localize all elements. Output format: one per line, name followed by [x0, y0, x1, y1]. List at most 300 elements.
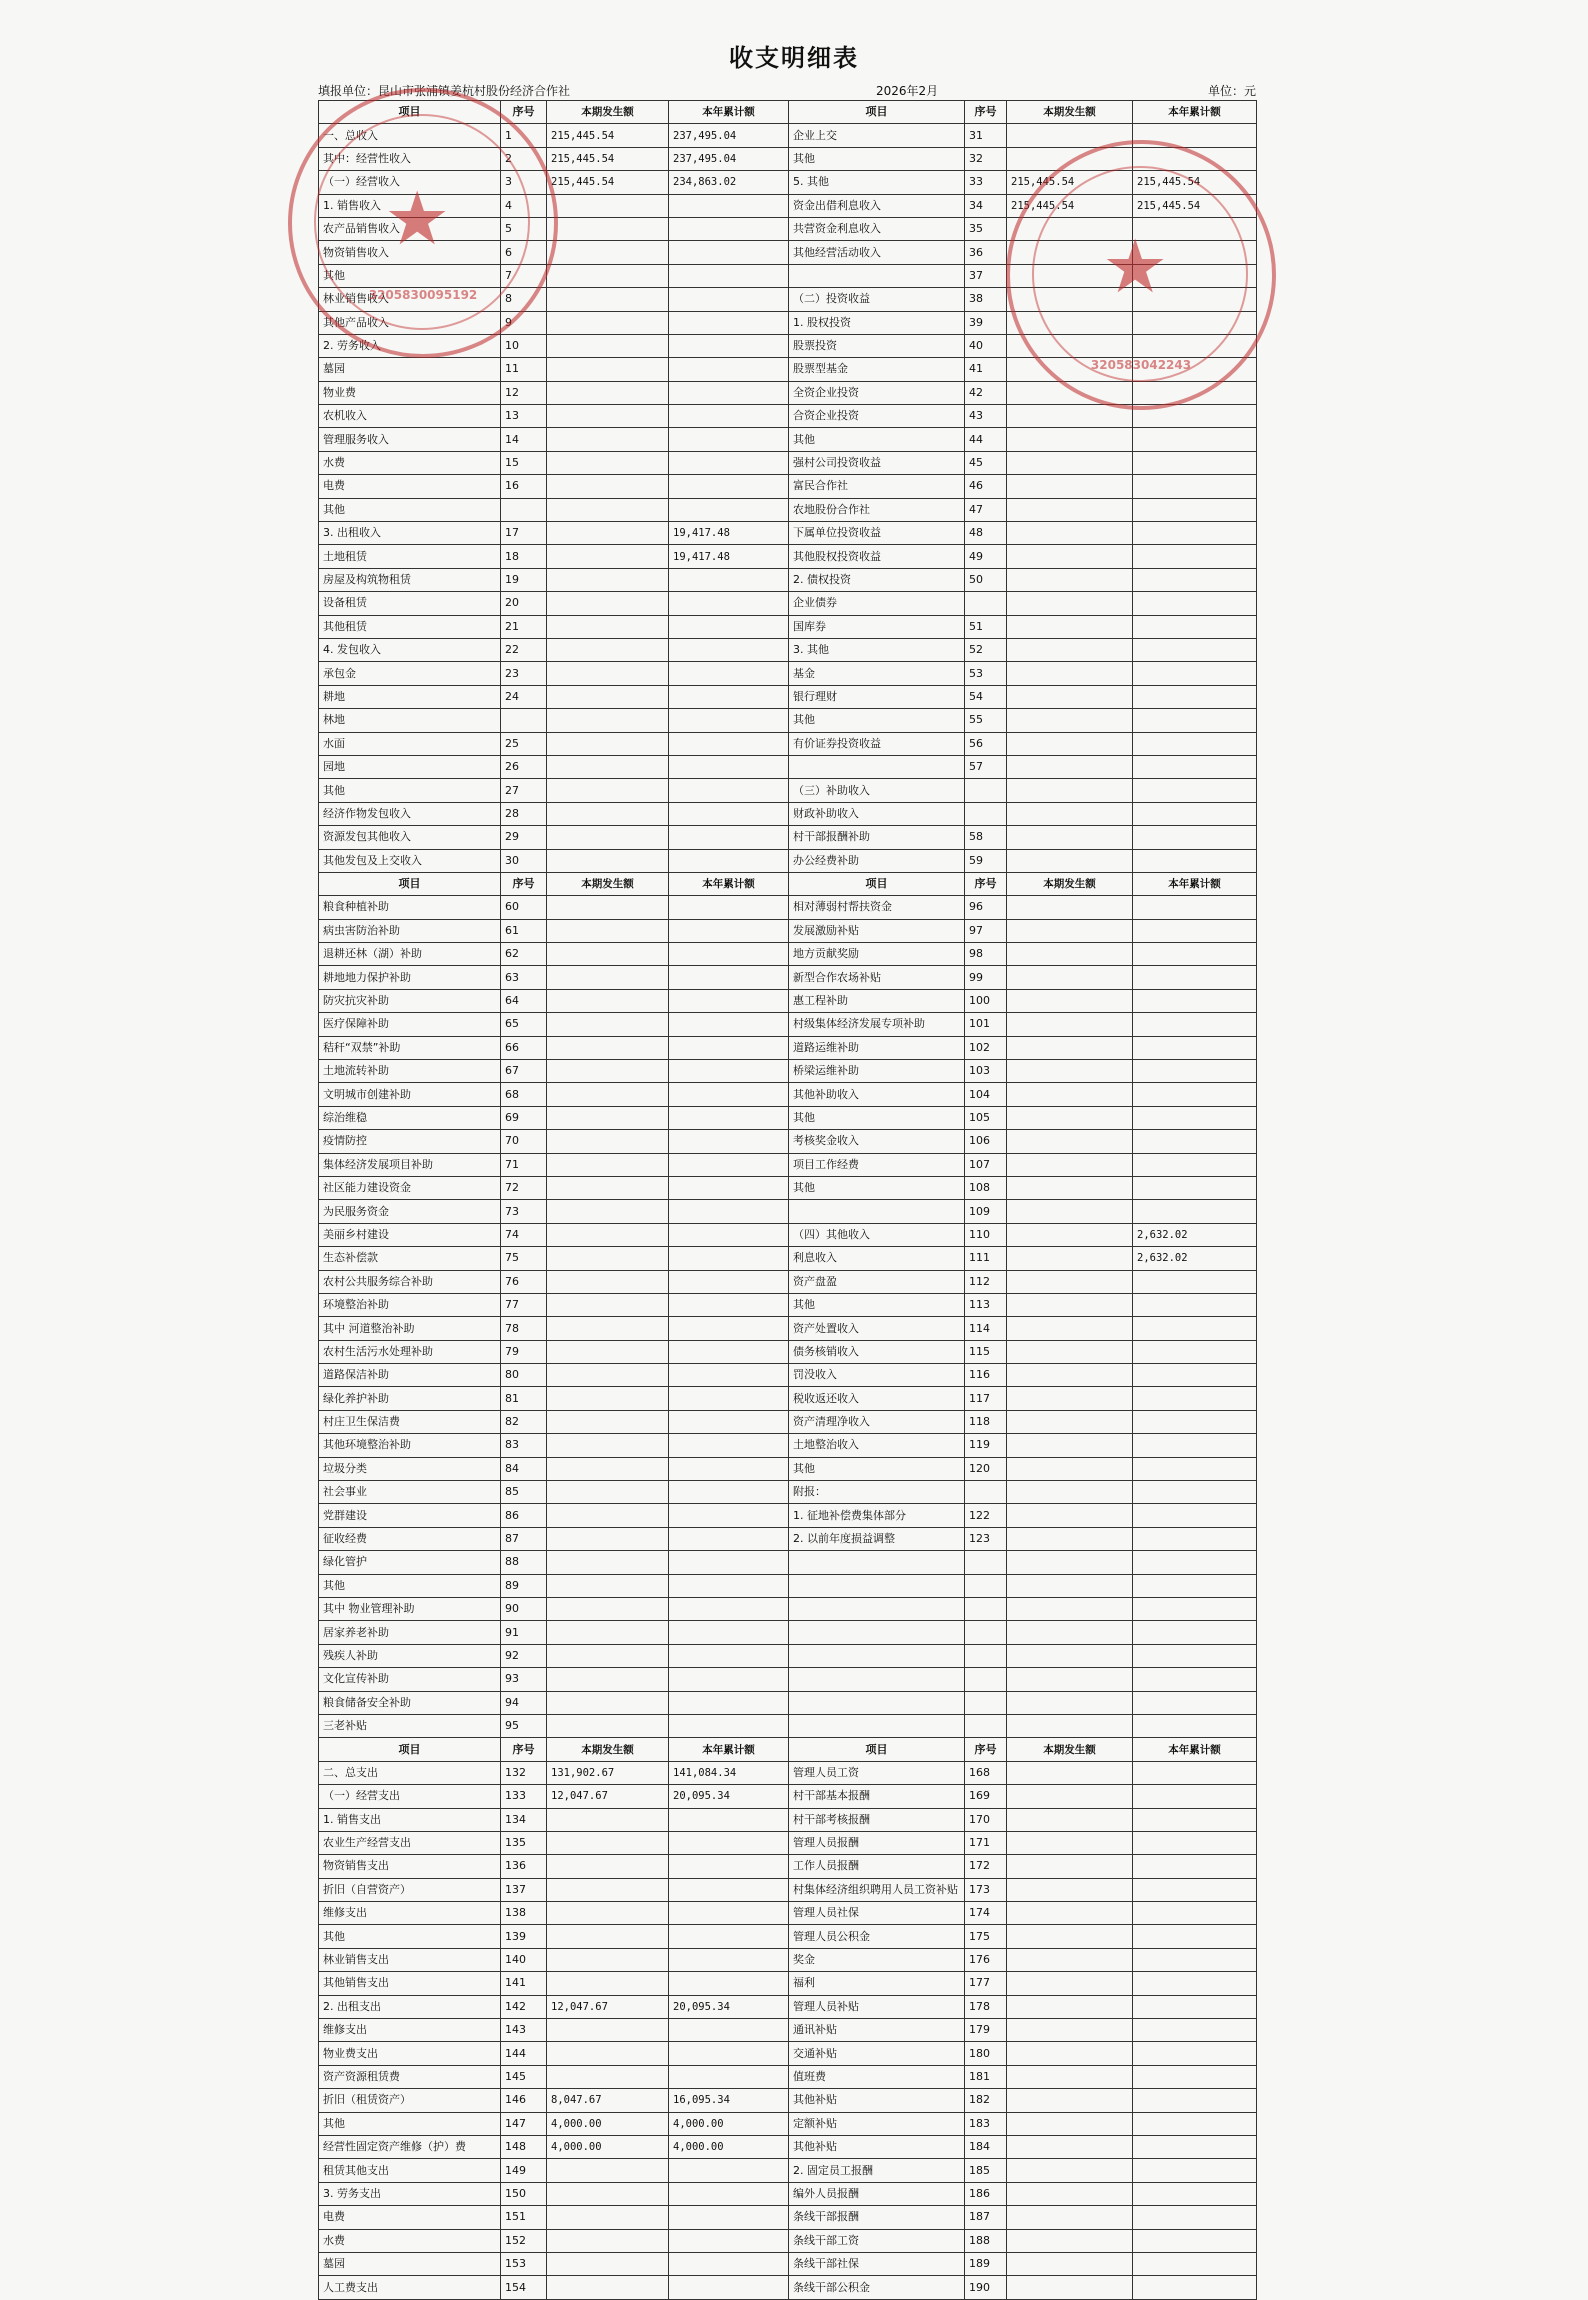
period-amount-cell — [547, 1878, 669, 1901]
period-amount-cell — [547, 1481, 669, 1504]
table-row — [319, 1200, 1257, 1223]
seq-cell: 9 — [501, 311, 547, 334]
seq-cell: 80 — [501, 1364, 547, 1387]
seq-cell: 13 — [501, 405, 547, 428]
period-amount-cell — [547, 1106, 669, 1129]
period-amount-cell — [1007, 1902, 1133, 1925]
ytd-amount-cell — [1133, 381, 1257, 404]
ytd-amount-cell — [1133, 1691, 1257, 1714]
seq-cell: 97 — [965, 919, 1007, 942]
report-title: 收支明细表 — [729, 44, 859, 72]
ytd-amount-cell — [669, 1434, 789, 1457]
ytd-amount-cell — [669, 1714, 789, 1737]
table-row — [319, 405, 1257, 428]
period-amount-cell — [547, 1457, 669, 1480]
item-cell — [789, 755, 965, 778]
ytd-amount-cell — [669, 1948, 789, 1971]
period-amount-cell — [1007, 498, 1133, 521]
seq-cell: 150 — [501, 2182, 547, 2205]
ytd-amount-cell — [1133, 2065, 1257, 2088]
period-amount-cell — [1007, 1410, 1133, 1433]
seq-cell — [501, 709, 547, 732]
ytd-amount-cell — [669, 334, 789, 357]
seq-cell: 42 — [965, 381, 1007, 404]
item-cell: 资源发包其他收入 — [319, 826, 501, 849]
seq-cell: 105 — [965, 1106, 1007, 1129]
seq-cell: 57 — [965, 755, 1007, 778]
ytd-amount-cell: 20,095.34 — [669, 1995, 789, 2018]
item-cell: 其他 — [789, 1106, 965, 1129]
period-amount-cell: 12,047.67 — [547, 1995, 669, 2018]
ytd-amount-cell: 234,863.02 — [669, 171, 789, 194]
seq-cell — [965, 802, 1007, 825]
table-row — [319, 217, 1257, 240]
ytd-amount-cell — [669, 779, 789, 802]
table-row — [319, 872, 1257, 895]
period-amount-cell — [1007, 732, 1133, 755]
period-amount-cell — [1007, 1995, 1133, 2018]
item-cell: 资产盘盈 — [789, 1270, 965, 1293]
item-cell: 其他销售支出 — [319, 1972, 501, 1995]
period-amount-cell: 12,047.67 — [547, 1785, 669, 1808]
seq-cell: 11 — [501, 358, 547, 381]
item-cell: 道路保洁补助 — [319, 1364, 501, 1387]
seq-cell: 109 — [965, 1200, 1007, 1223]
period-amount-cell — [547, 2229, 669, 2252]
seq-cell — [501, 498, 547, 521]
seq-cell: 91 — [501, 1621, 547, 1644]
item-cell: 管理服务收入 — [319, 428, 501, 451]
period-amount-cell — [1007, 1083, 1133, 1106]
table-row — [319, 334, 1257, 357]
item-cell: 其他产品收入 — [319, 311, 501, 334]
period-amount-cell — [1007, 1270, 1133, 1293]
ytd-amount-cell — [669, 1364, 789, 1387]
item-cell: 项目 — [319, 1738, 501, 1761]
item-cell: 富民合作社 — [789, 475, 965, 498]
period-amount-cell — [547, 1902, 669, 1925]
period-amount-cell — [1007, 147, 1133, 170]
period-amount-cell — [547, 1130, 669, 1153]
ytd-amount-cell — [1133, 1995, 1257, 2018]
item-cell: 企业上交 — [789, 124, 965, 147]
table-row — [319, 1247, 1257, 1270]
ytd-amount-cell — [669, 264, 789, 287]
seq-cell: 32 — [965, 147, 1007, 170]
period-amount-cell — [547, 989, 669, 1012]
seq-cell: 84 — [501, 1457, 547, 1480]
ytd-amount-cell — [1133, 1621, 1257, 1644]
period-amount-cell — [1007, 545, 1133, 568]
ytd-amount-cell — [1133, 1293, 1257, 1316]
item-cell: 其他 — [789, 428, 965, 451]
table-row — [319, 498, 1257, 521]
seq-cell: 94 — [501, 1691, 547, 1714]
ytd-amount-cell — [1133, 358, 1257, 381]
seq-cell: 185 — [965, 2159, 1007, 2182]
seq-cell — [965, 1668, 1007, 1691]
period-amount-cell — [1007, 334, 1133, 357]
period-amount-cell — [1007, 1878, 1133, 1901]
period-amount-cell — [547, 2019, 669, 2042]
period-amount-cell: 本期发生额 — [1007, 1738, 1133, 1761]
item-cell: 秸秆“双禁”补助 — [319, 1036, 501, 1059]
table-row — [319, 1410, 1257, 1433]
ytd-amount-cell — [669, 194, 789, 217]
seq-cell: 118 — [965, 1410, 1007, 1433]
seq-cell: 12 — [501, 381, 547, 404]
item-cell: 折旧（租赁资产） — [319, 2089, 501, 2112]
seq-cell: 100 — [965, 989, 1007, 1012]
item-cell: 电费 — [319, 2206, 501, 2229]
seq-cell: 41 — [965, 358, 1007, 381]
table-row — [319, 1481, 1257, 1504]
table-row — [319, 1504, 1257, 1527]
seq-cell: 173 — [965, 1878, 1007, 1901]
item-cell: 其他 — [319, 779, 501, 802]
period-amount-cell — [1007, 685, 1133, 708]
period-amount-cell — [547, 1317, 669, 1340]
ytd-amount-cell — [669, 2182, 789, 2205]
item-cell: 耕地地力保护补助 — [319, 966, 501, 989]
seq-cell: 179 — [965, 2019, 1007, 2042]
period-amount-cell — [547, 802, 669, 825]
seq-cell: 49 — [965, 545, 1007, 568]
ytd-amount-cell — [1133, 1551, 1257, 1574]
seq-cell: 53 — [965, 662, 1007, 685]
ytd-amount-cell — [1133, 147, 1257, 170]
table-row — [319, 1223, 1257, 1246]
ytd-amount-cell — [1133, 2135, 1257, 2158]
ytd-amount-cell — [1133, 1878, 1257, 1901]
item-cell: 房屋及构筑物租赁 — [319, 568, 501, 591]
ytd-amount-cell — [1133, 919, 1257, 942]
ytd-amount-cell — [1133, 1504, 1257, 1527]
ytd-amount-cell — [669, 1972, 789, 1995]
period-amount-cell — [1007, 358, 1133, 381]
seq-cell: 123 — [965, 1527, 1007, 1550]
item-cell: 股票型基金 — [789, 358, 965, 381]
period-amount-cell — [547, 943, 669, 966]
seq-cell: 136 — [501, 1855, 547, 1878]
period-amount-cell — [1007, 1153, 1133, 1176]
period-amount-cell — [547, 1153, 669, 1176]
seq-cell: 83 — [501, 1434, 547, 1457]
item-cell: 附报： — [789, 1481, 965, 1504]
seq-cell: 14 — [501, 428, 547, 451]
item-cell: 其他 — [319, 1574, 501, 1597]
period-amount-cell — [1007, 802, 1133, 825]
ytd-amount-cell — [669, 475, 789, 498]
seq-cell: 117 — [965, 1387, 1007, 1410]
item-cell: 折旧（自营资产） — [319, 1878, 501, 1901]
item-cell: 项目 — [789, 872, 965, 895]
seq-cell — [965, 1691, 1007, 1714]
seq-cell: 16 — [501, 475, 547, 498]
ytd-amount-cell — [1133, 1364, 1257, 1387]
item-cell: 粮食种植补助 — [319, 896, 501, 919]
ytd-amount-cell — [669, 428, 789, 451]
period-amount-cell — [1007, 217, 1133, 240]
ytd-amount-cell — [1133, 802, 1257, 825]
table-row — [319, 1621, 1257, 1644]
item-cell: 退耕还林（湖）补助 — [319, 943, 501, 966]
ytd-amount-cell — [669, 2229, 789, 2252]
period-amount-cell — [547, 1574, 669, 1597]
ytd-amount-cell: 19,417.48 — [669, 545, 789, 568]
item-cell: 农村生活污水处理补助 — [319, 1340, 501, 1363]
seq-cell: 24 — [501, 685, 547, 708]
item-cell: （一）经营收入 — [319, 171, 501, 194]
item-cell: 经济作物发包收入 — [319, 802, 501, 825]
ytd-amount-cell — [1133, 2089, 1257, 2112]
ytd-amount-cell — [669, 2276, 789, 2299]
table-row — [319, 1387, 1257, 1410]
table-row — [319, 428, 1257, 451]
table-row — [319, 1270, 1257, 1293]
seq-cell: 111 — [965, 1247, 1007, 1270]
seq-cell: 68 — [501, 1083, 547, 1106]
item-cell: 墓园 — [319, 358, 501, 381]
period-amount-cell — [547, 1644, 669, 1667]
seq-cell: 19 — [501, 568, 547, 591]
period-amount-cell — [547, 1714, 669, 1737]
seq-cell: 74 — [501, 1223, 547, 1246]
table-row — [319, 779, 1257, 802]
period-amount-cell — [1007, 2135, 1133, 2158]
period-amount-cell — [1007, 1364, 1133, 1387]
period-amount-cell — [1007, 1293, 1133, 1316]
ytd-amount-cell — [669, 1060, 789, 1083]
seq-cell: 70 — [501, 1130, 547, 1153]
seq-cell: 141 — [501, 1972, 547, 1995]
table-row — [319, 1668, 1257, 1691]
seq-cell: 101 — [965, 1013, 1007, 1036]
period-amount-cell: 本期发生额 — [1007, 872, 1133, 895]
item-cell: 下属单位投资收益 — [789, 522, 965, 545]
period-amount-cell — [1007, 2182, 1133, 2205]
item-cell: 资产清理净收入 — [789, 1410, 965, 1433]
period-amount-cell — [1007, 849, 1133, 872]
item-cell: 电费 — [319, 475, 501, 498]
period-amount-cell — [1007, 1551, 1133, 1574]
seq-cell: 59 — [965, 849, 1007, 872]
seq-cell — [965, 779, 1007, 802]
period-amount-cell — [547, 2276, 669, 2299]
seq-cell: 77 — [501, 1293, 547, 1316]
period-amount-cell — [1007, 475, 1133, 498]
table-row — [319, 615, 1257, 638]
ytd-amount-cell: 141,084.34 — [669, 1761, 789, 1784]
item-cell: 基金 — [789, 662, 965, 685]
seq-cell: 76 — [501, 1270, 547, 1293]
seq-cell: 81 — [501, 1387, 547, 1410]
ytd-amount-cell — [1133, 1457, 1257, 1480]
ytd-amount-cell — [669, 1668, 789, 1691]
item-cell: 残疾人补助 — [319, 1644, 501, 1667]
ytd-amount-cell — [1133, 2182, 1257, 2205]
period-amount-cell — [1007, 2206, 1133, 2229]
period-amount-cell — [547, 358, 669, 381]
seq-cell: 65 — [501, 1013, 547, 1036]
ytd-amount-cell: 237,495.04 — [669, 147, 789, 170]
ytd-amount-cell — [669, 1808, 789, 1831]
ytd-amount-cell — [669, 1855, 789, 1878]
seq-cell: 29 — [501, 826, 547, 849]
seq-cell: 79 — [501, 1340, 547, 1363]
item-cell: 村庄卫生保洁费 — [319, 1410, 501, 1433]
period-amount-cell — [1007, 1340, 1133, 1363]
ytd-amount-cell — [1133, 1270, 1257, 1293]
seq-cell: 44 — [965, 428, 1007, 451]
ytd-amount-cell: 215,445.54 — [1133, 194, 1257, 217]
item-cell: 土地租赁 — [319, 545, 501, 568]
period-amount-cell — [1007, 1481, 1133, 1504]
seq-cell: 144 — [501, 2042, 547, 2065]
seq-cell: 170 — [965, 1808, 1007, 1831]
table-row — [319, 709, 1257, 732]
ytd-amount-cell — [1133, 615, 1257, 638]
ytd-amount-cell — [1133, 1153, 1257, 1176]
seq-cell: 113 — [965, 1293, 1007, 1316]
table-row — [319, 1785, 1257, 1808]
item-cell: 医疗保障补助 — [319, 1013, 501, 1036]
seq-cell: 39 — [965, 311, 1007, 334]
ytd-amount-cell: 16,095.34 — [669, 2089, 789, 2112]
seq-cell: 64 — [501, 989, 547, 1012]
seq-cell: 36 — [965, 241, 1007, 264]
ytd-amount-cell — [669, 1644, 789, 1667]
item-cell: 3. 其他 — [789, 638, 965, 661]
item-cell: 病虫害防治补助 — [319, 919, 501, 942]
ytd-amount-cell — [669, 732, 789, 755]
period-amount-cell — [547, 919, 669, 942]
item-cell: 4. 发包收入 — [319, 638, 501, 661]
seq-cell: 40 — [965, 334, 1007, 357]
item-cell: 文化宣传补助 — [319, 1668, 501, 1691]
table-row — [319, 475, 1257, 498]
ytd-amount-cell — [669, 405, 789, 428]
item-cell: 惠工程补助 — [789, 989, 965, 1012]
seq-cell: 145 — [501, 2065, 547, 2088]
period-amount-cell — [547, 2206, 669, 2229]
table-row — [319, 1340, 1257, 1363]
seq-cell: 186 — [965, 2182, 1007, 2205]
period-amount-cell — [547, 334, 669, 357]
seq-cell: 75 — [501, 1247, 547, 1270]
seq-cell: 95 — [501, 1714, 547, 1737]
period-amount-cell — [1007, 1527, 1133, 1550]
item-cell: 其他环境整治补助 — [319, 1434, 501, 1457]
period-amount-cell — [1007, 1106, 1133, 1129]
period-amount-cell: 本期发生额 — [1007, 101, 1133, 124]
item-cell: 村干部报酬补助 — [789, 826, 965, 849]
ytd-amount-cell — [669, 1925, 789, 1948]
ytd-amount-cell: 20,095.34 — [669, 1785, 789, 1808]
item-cell: 桥梁运维补助 — [789, 1060, 965, 1083]
seq-cell: 96 — [965, 896, 1007, 919]
table-row — [319, 451, 1257, 474]
item-cell: 综治维稳 — [319, 1106, 501, 1129]
ytd-amount-cell — [669, 662, 789, 685]
table-row — [319, 919, 1257, 942]
period-amount-cell — [547, 1364, 669, 1387]
item-cell: 绿化管护 — [319, 1551, 501, 1574]
seq-cell: 114 — [965, 1317, 1007, 1340]
ytd-amount-cell — [1133, 428, 1257, 451]
item-cell: 农地股份合作社 — [789, 498, 965, 521]
item-cell: 2. 以前年度损益调整 — [789, 1527, 965, 1550]
period-amount-cell — [1007, 1200, 1133, 1223]
item-cell: 项目 — [319, 101, 501, 124]
ytd-amount-cell — [669, 1878, 789, 1901]
item-cell — [789, 1644, 965, 1667]
item-cell: 物资销售支出 — [319, 1855, 501, 1878]
ytd-amount-cell — [669, 568, 789, 591]
period-amount-cell — [547, 1270, 669, 1293]
period-amount-cell — [1007, 1223, 1133, 1246]
seq-cell: 27 — [501, 779, 547, 802]
item-cell: 项目 — [789, 1738, 965, 1761]
ytd-amount-cell — [669, 451, 789, 474]
seq-cell: 73 — [501, 1200, 547, 1223]
period-amount-cell — [547, 2042, 669, 2065]
seq-cell: 52 — [965, 638, 1007, 661]
item-cell: 人工费支出 — [319, 2276, 501, 2299]
seq-cell: 8 — [501, 288, 547, 311]
period-amount-cell — [547, 638, 669, 661]
seq-cell: 143 — [501, 2019, 547, 2042]
item-cell: 编外人员报酬 — [789, 2182, 965, 2205]
item-cell: 其中 河道整治补助 — [319, 1317, 501, 1340]
table-row — [319, 1060, 1257, 1083]
table-row — [319, 943, 1257, 966]
item-cell: 二、总支出 — [319, 1761, 501, 1784]
period-amount-cell — [547, 755, 669, 778]
ytd-amount-cell — [669, 2252, 789, 2275]
ytd-amount-cell — [669, 1247, 789, 1270]
table-row — [319, 2229, 1257, 2252]
item-cell: 其他补贴 — [789, 2089, 965, 2112]
period-amount-cell — [1007, 2065, 1133, 2088]
ytd-amount-cell: 本年累计额 — [669, 1738, 789, 1761]
ytd-amount-cell — [1133, 1972, 1257, 1995]
seq-cell: 56 — [965, 732, 1007, 755]
item-cell: 村级集体经济发展专项补助 — [789, 1013, 965, 1036]
ytd-amount-cell — [1133, 288, 1257, 311]
period-amount-cell: 215,445.54 — [547, 124, 669, 147]
period-amount-cell — [1007, 264, 1133, 287]
ytd-amount-cell — [669, 1621, 789, 1644]
period-amount-cell — [547, 311, 669, 334]
ytd-amount-cell — [1133, 1106, 1257, 1129]
period-amount-cell — [1007, 2089, 1133, 2112]
seq-cell: 78 — [501, 1317, 547, 1340]
seq-cell: 17 — [501, 522, 547, 545]
item-cell: 其他 — [789, 147, 965, 170]
ytd-amount-cell — [1133, 1902, 1257, 1925]
period-amount-cell — [1007, 1785, 1133, 1808]
seq-cell — [965, 1621, 1007, 1644]
item-cell: 5. 其他 — [789, 171, 965, 194]
item-cell: （三）补助收入 — [789, 779, 965, 802]
ytd-amount-cell — [1133, 311, 1257, 334]
period-amount-cell — [547, 1340, 669, 1363]
item-cell: 物业费 — [319, 381, 501, 404]
ytd-amount-cell — [1133, 966, 1257, 989]
item-cell: 其他 — [789, 1293, 965, 1316]
period-amount-cell — [1007, 1948, 1133, 1971]
